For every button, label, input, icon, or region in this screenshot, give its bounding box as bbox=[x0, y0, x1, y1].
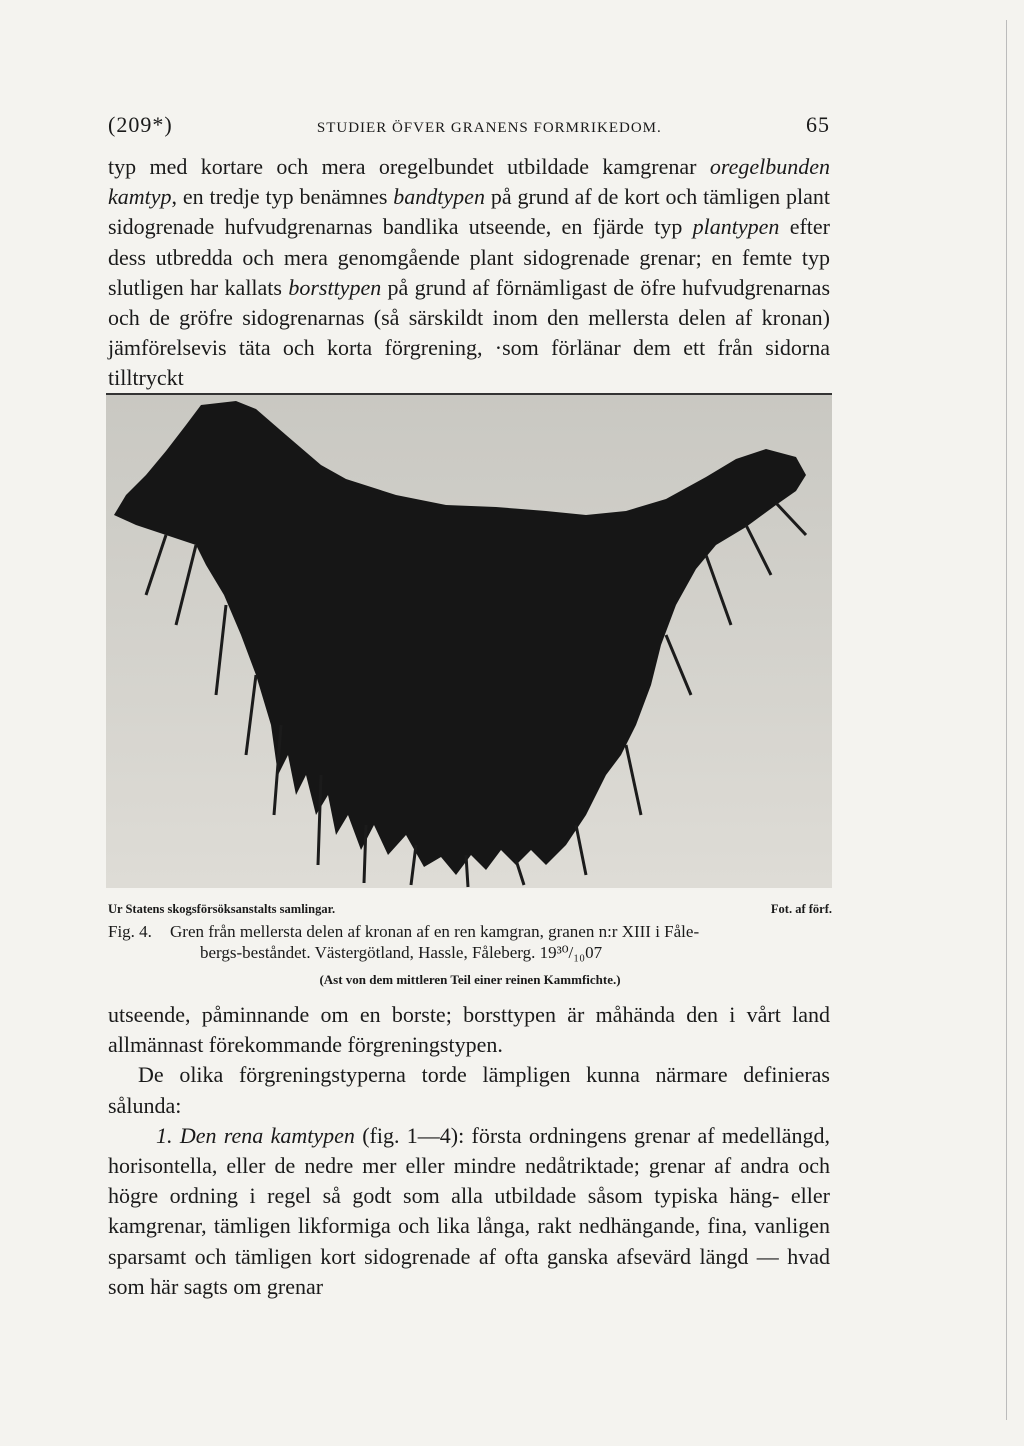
paragraph: utseende, påminnande om en borste; borsttypen är måhända den i vårt land allmännast förekommande förgreningstypen. bbox=[108, 1002, 830, 1058]
branch-photograph bbox=[106, 393, 832, 888]
italic-term: borsttypen bbox=[288, 274, 382, 300]
running-title: STUDIER ÖFVER GRANENS FORMRIKEDOM. bbox=[316, 120, 662, 136]
italic-term: oregelbunden kamtyp bbox=[108, 154, 830, 210]
text-segment: på grund af förnämligast de öfre hufvudgrenarnas och de gröfre sidogrenarnas (så särskildt inom den mellersta delen af kronan) jämförelsevis täta och korta förgrening, ·som förlänar dem ett från sidorna tilltryckt bbox=[108, 274, 831, 391]
caption-line: Gren från mellersta delen af kronan af en ren kamgran, granen n:r XIII i Fåle- bbox=[170, 922, 700, 941]
figure-caption bbox=[108, 921, 832, 990]
definition-paragraph bbox=[108, 1121, 830, 1302]
text-segment: , en tredje typ benämnes bbox=[171, 184, 394, 210]
text-segment: (fig. 1—4): första ordningens grenar af medellängd, horisontella, eller de nedre mer eller mindre nedåtriktade; grenar af andra och högre ordning i regel så godt som alla utbildade såsom typiska häng- eller kamgrenar, tämligen likformiga och lika långa, rakt nedhängande, fina, vanligen sparsamt och tämligen kort sidogrenade af ofta ganska afsevärd längd — hvad som här sagts om grenar bbox=[108, 1122, 830, 1299]
running-head bbox=[108, 112, 830, 146]
italic-term: plantypen bbox=[692, 214, 780, 240]
text-segment: typ med kortare och mera oregelbundet utbildade kamgrenar bbox=[108, 154, 710, 179]
photo-credit bbox=[108, 902, 832, 917]
scan-edge-line bbox=[1006, 20, 1007, 1420]
italic-term: bandtypen bbox=[393, 184, 485, 210]
caption-line: bergs-beståndet. Västergötland, Hassle, Fåleberg. 19³⁰/₁₀07 bbox=[200, 943, 603, 962]
text-segment: på grund af de kort och tämligen plant sidogrenade hufvudgrenarnas bandlika utseende, en fjärde typ bbox=[108, 184, 830, 240]
paragraph: De olika förgreningstyperna torde lämpligen kunna närmare definieras sålunda: bbox=[108, 1062, 830, 1118]
source-credit: Ur Statens skogsförsöksanstalts samlingar. bbox=[108, 902, 336, 916]
photographer-credit: Fot. af förf. bbox=[770, 902, 832, 916]
text-segment: efter dess utbredda och mera genomgående plant sidogrenade grenar; en femte typ slutligen har kallats bbox=[108, 214, 831, 300]
top-paragraph bbox=[108, 152, 830, 394]
section-marker: (209*) bbox=[108, 112, 173, 137]
figure-label: Fig. 4. bbox=[108, 922, 152, 941]
italic-term: Den rena kamtypen bbox=[179, 1122, 355, 1148]
item-number: 1. bbox=[156, 1122, 173, 1148]
bottom-text bbox=[108, 1000, 830, 1302]
page-number: 65 bbox=[806, 112, 830, 137]
spruce-branch-image bbox=[106, 395, 832, 888]
caption-german: (Ast von dem mittleren Teil einer reinen Kammfichte.) bbox=[319, 972, 621, 987]
